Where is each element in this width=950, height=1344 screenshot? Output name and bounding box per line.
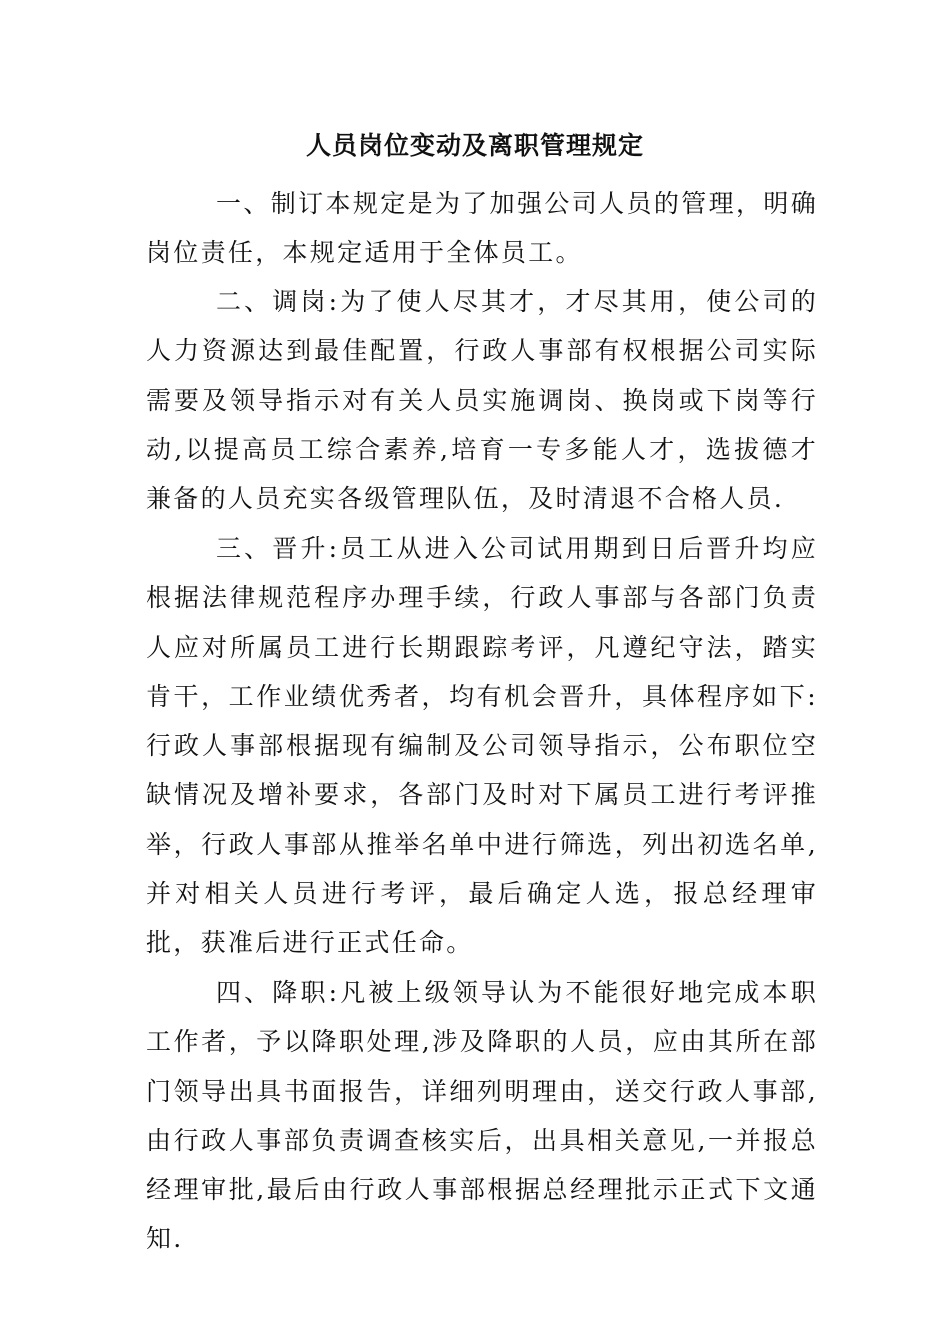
paragraph-1-purpose: 一、制订本规定是为了加强公司人员的管理，明确岗位责任，本规定适用于全体员工。	[146, 189, 818, 268]
paragraph-2-transfer: 二、调岗:为了使人尽其才，才尽其用，使公司的人力资源达到最佳配置，行政人事部有权根据公司实际需要及领导指示对有关人员实施调岗、换岗或下岗等行动,以提高员工综合素养,培育一专多能人才，选拔德才兼备的人员充实各级管理队伍，及时清退不合格人员.	[146, 287, 818, 514]
paragraph-3-promotion: 三、晋升:员工从进入公司试用期到日后晋升均应根据法律规范程序办理手续，行政人事部与各部门负责人应对所属员工进行长期跟踪考评，凡遵纪守法，踏实肯干，工作业绩优秀者，均有机会晋升，具体程序如下:行政人事部根据现有编制及公司领导指示，公布职位空缺情况及增补要求，各部门及时对下属员工进行考评推举，行政人事部从推举名单中进行筛选，列出初选名单,并对相关人员进行考评，最后确定人选，报总经理审批，获准后进行正式任命。	[146, 534, 818, 958]
paragraph-4-demotion: 四、降职:凡被上级领导认为不能很好地完成本职工作者，予以降职处理,涉及降职的人员，应由其所在部门领导出具书面报告，详细列明理由，送交行政人事部,由行政人事部负责调查核实后，出具相关意见,一并报总经理审批,最后由行政人事部根据总经理批示正式下文通知.	[146, 978, 818, 1254]
document-title: 人员岗位变动及离职管理规定	[305, 131, 644, 160]
